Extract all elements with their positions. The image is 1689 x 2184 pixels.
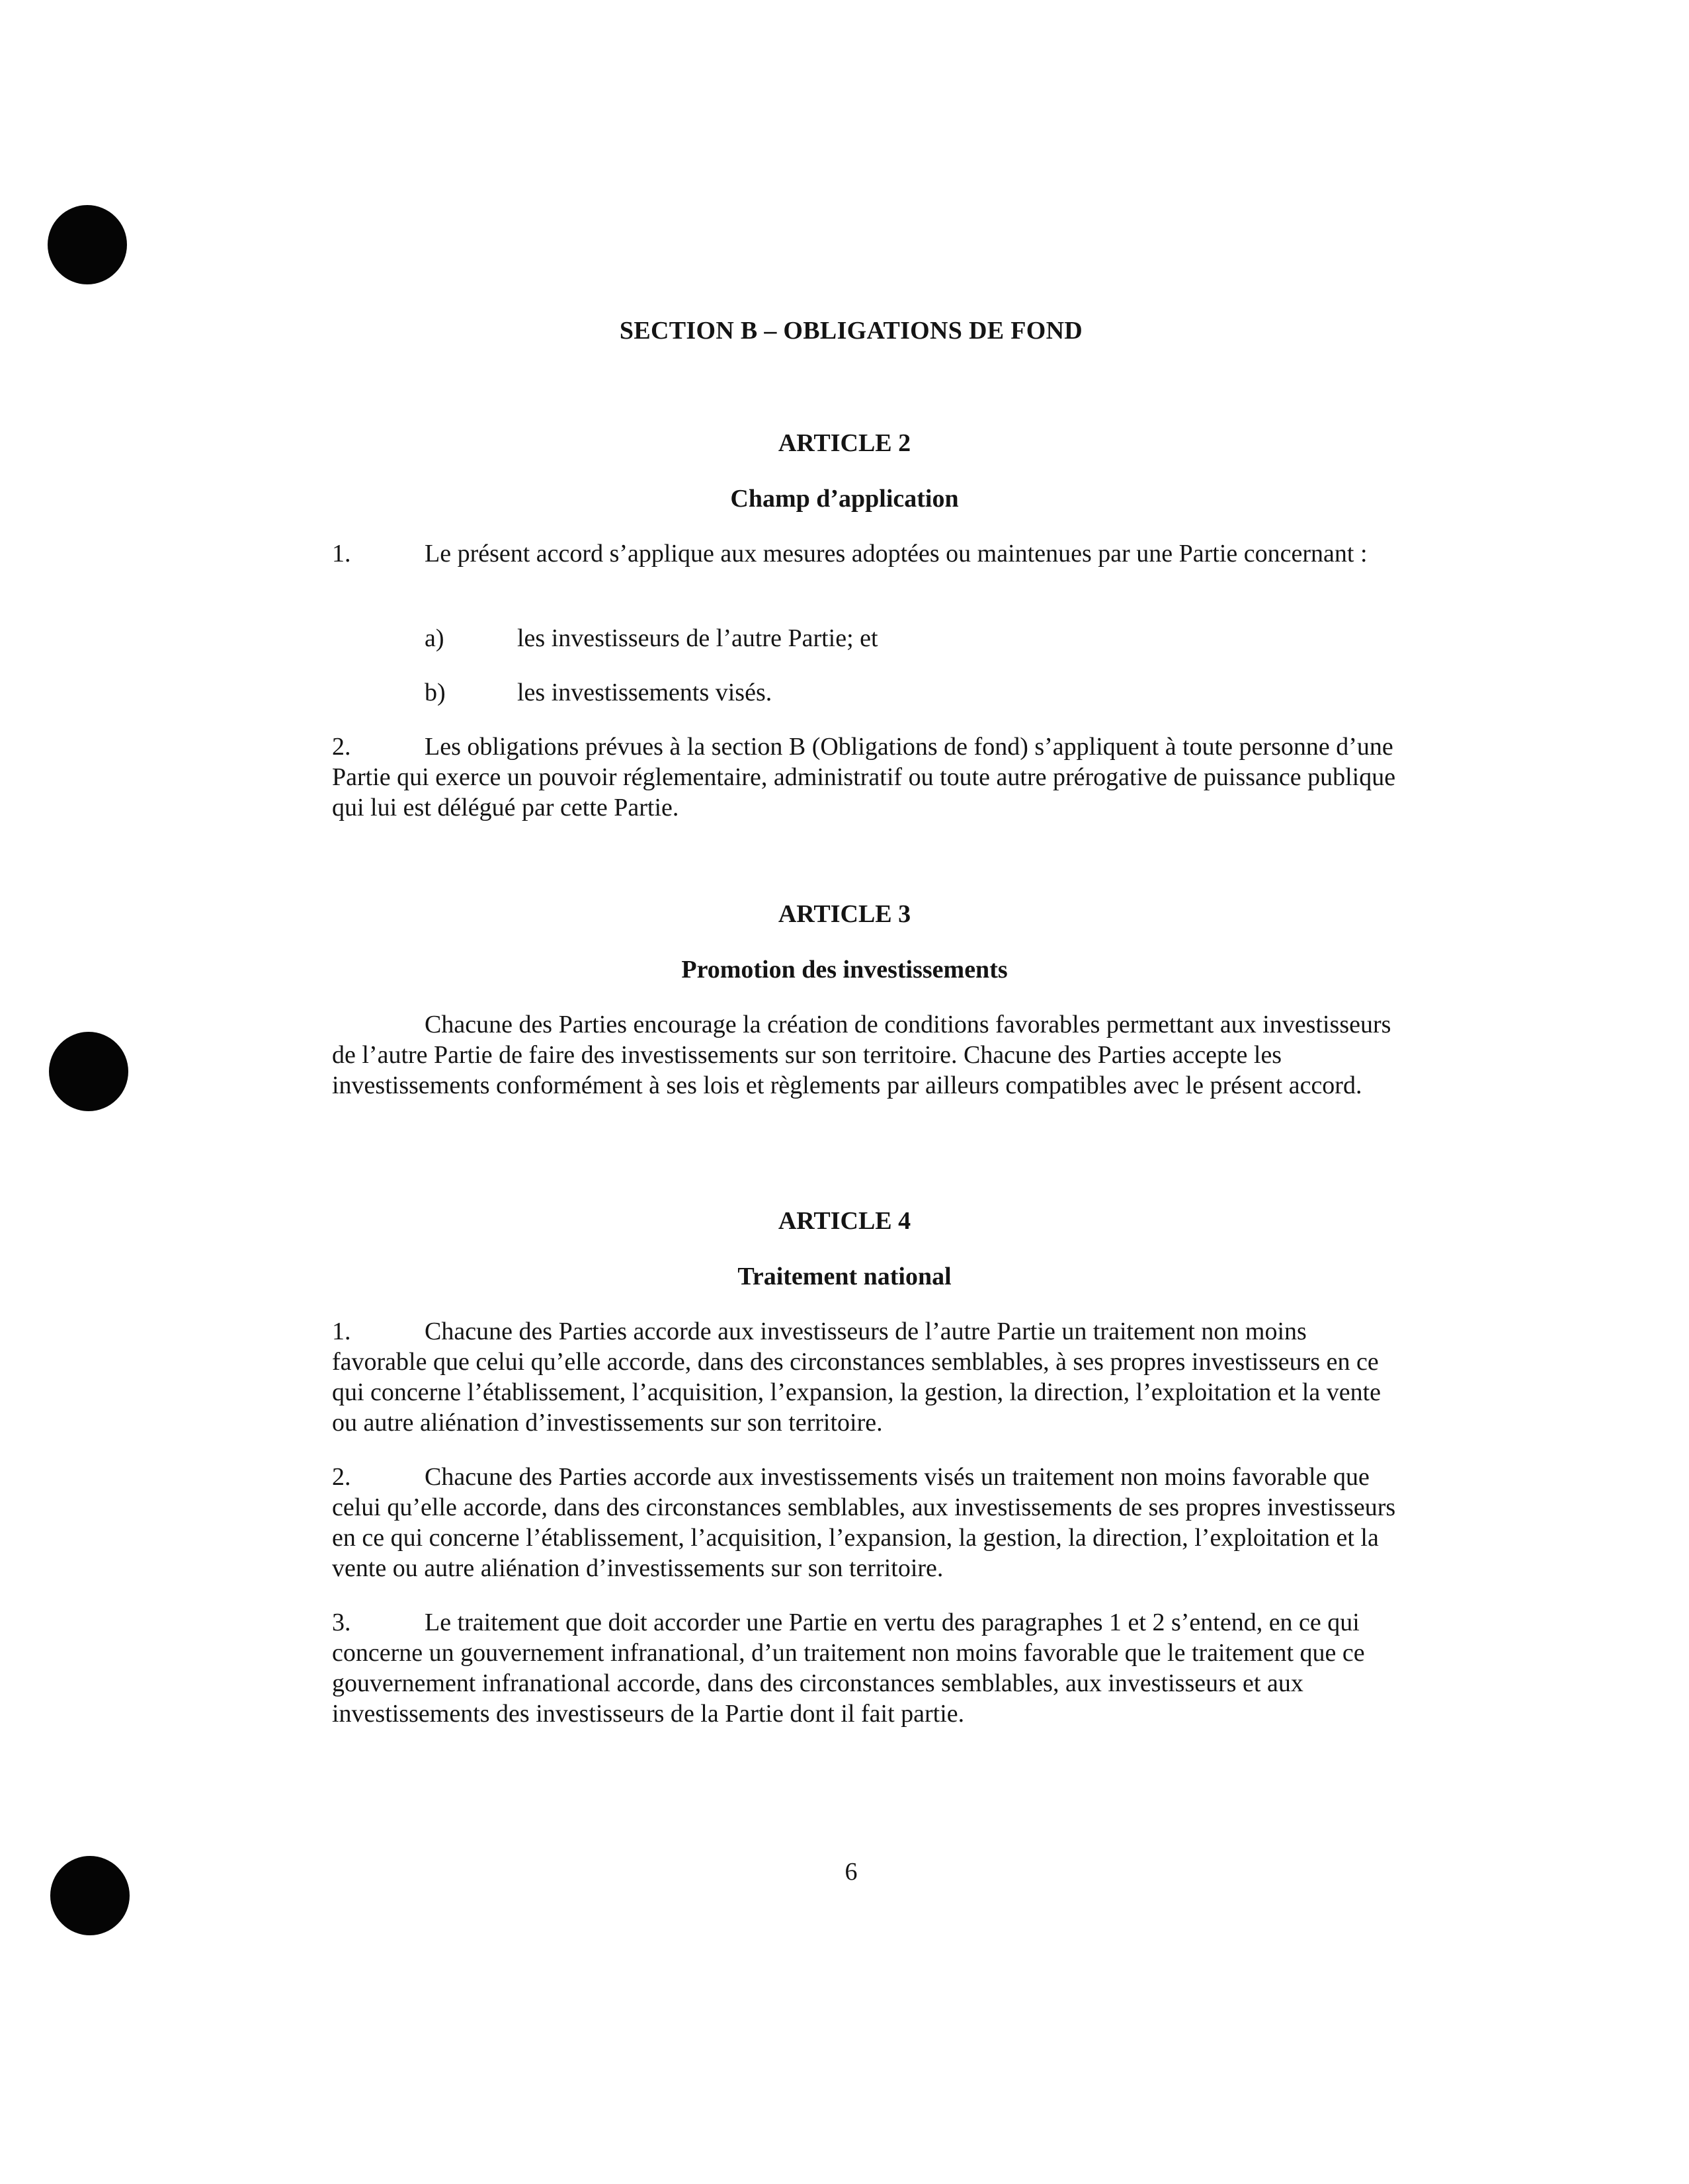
paragraph-text: Chacune des Parties accorde aux investissements visés un traitement non moins favorable que celui qu’elle accorde, dans des circonstances semblables, aux investissements de ses propres investisseurs en ce qui concerne l’établissement, l’acquisition, l’expansion, la gestion, la direction, l’exploitation et la vente ou autre aliénation d’investissements sur son territoire.	[332, 1463, 1396, 1582]
article-2-paragraph-2	[332, 732, 1397, 823]
paragraph-number: 2.	[332, 1463, 351, 1491]
paragraph-text: Les obligations prévues à la section B (Obligations de fond) s’appliquent à toute personne d’une Partie qui exerce un pouvoir réglementaire, administratif ou toute autre prérogative de puissance publique qui lui est délégué par cette Partie.	[332, 733, 1396, 821]
article-4-heading: ARTICLE 4	[778, 1207, 911, 1235]
paragraph-text: Chacune des Parties accorde aux investisseurs de l’autre Partie un traitement non moins favorable que celui qu’elle accorde, dans des circonstances semblables, à ses propres investisseurs en ce qui concerne l’établissement, l’acquisition, l’expansion, la gestion, la direction, l’exploitation et la vente ou autre aliénation d’investissements sur son territoire.	[332, 1318, 1381, 1437]
article-4-subheading: Traitement national	[737, 1263, 952, 1290]
paragraph-number: 1.	[332, 540, 351, 567]
item-label: b)	[425, 679, 446, 706]
item-text: les investissements visés.	[517, 679, 772, 706]
article-2-item-b	[425, 677, 772, 708]
section-title: SECTION B – OBLIGATIONS DE FOND	[619, 317, 1083, 345]
paragraph-text: Le présent accord s’applique aux mesures adoptées ou maintenues par une Partie concernant :	[425, 540, 1368, 567]
article-3-paragraph-1	[332, 1009, 1397, 1101]
paragraph-number: 3.	[332, 1609, 351, 1636]
article-2-subheading: Champ d’application	[730, 485, 959, 513]
paragraph-number: 2.	[332, 733, 351, 761]
item-text: les investisseurs de l’autre Partie; et	[517, 624, 878, 652]
article-2-item-a	[425, 623, 878, 653]
article-2-paragraph-1	[332, 538, 1397, 569]
punch-hole-top	[48, 205, 127, 284]
page-number: 6	[844, 1858, 858, 1886]
punch-hole-middle	[49, 1032, 128, 1111]
article-3-subheading: Promotion des investissements	[681, 956, 1008, 984]
paragraph-text: Le traitement que doit accorder une Partie en vertu des paragraphes 1 et 2 s’entend, en ce qui concerne un gouvernement infranational, d’un traitement non moins favorable que le traitement que ce gouvernement infranational accorde, dans des circonstances semblables, aux investisseurs et aux investissements des investisseurs de la Partie dont il fait partie.	[332, 1609, 1365, 1728]
article-4-paragraph-3	[332, 1607, 1397, 1729]
paragraph-text: Chacune des Parties encourage la création de conditions favorables permettant aux investisseurs de l’autre Partie de faire des investissements sur son territoire. Chacune des Parties accepte les investissements conformément à ses lois et règlements par ailleurs compatibles avec le présent accord.	[332, 1011, 1391, 1099]
article-3-heading: ARTICLE 3	[778, 900, 911, 928]
item-label: a)	[425, 624, 444, 652]
paragraph-number: 1.	[332, 1318, 351, 1345]
article-4-paragraph-1	[332, 1316, 1397, 1438]
article-2-heading: ARTICLE 2	[778, 429, 911, 457]
article-4-paragraph-2	[332, 1462, 1397, 1583]
